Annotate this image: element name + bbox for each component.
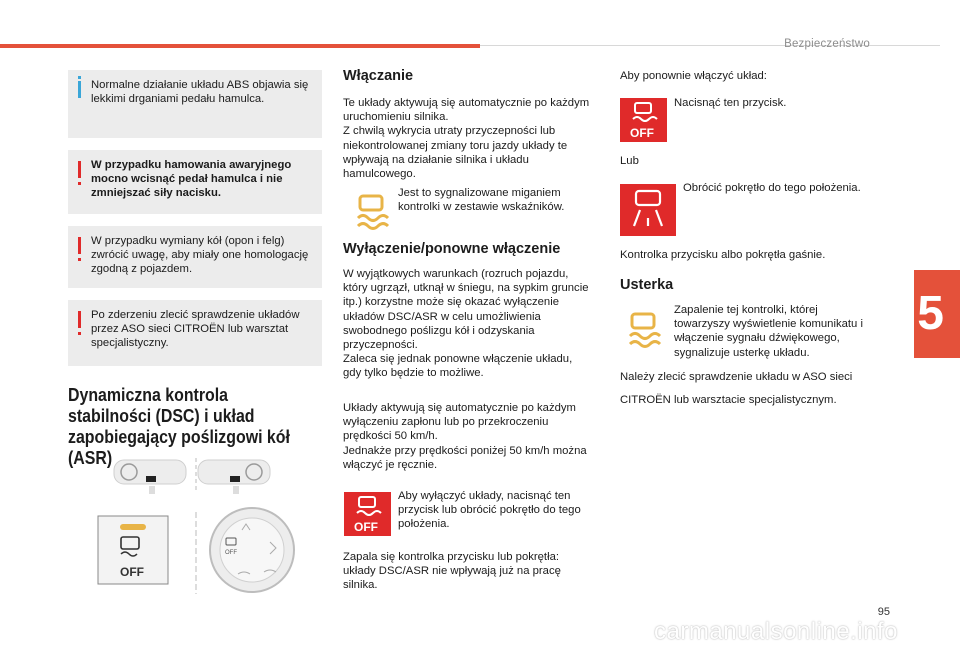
note-text: W przypadku wymiany kół (opon i felg) zwrócić uwagę, aby miały one homologację zgodną z pojazdem.	[91, 235, 309, 275]
fault-lamp-icon	[620, 308, 668, 352]
text-wylaczenie: W wyjątkowych warunkach (rozruch pojazdu, który ugrzązł, utknął w śniegu, na sypkim gruncie itp.) korzystne może się okazać wyłączenie układów DSC/ASR w celu umożliwienia swobodnego poślizgu kół i odzyskania przyczepności. Zaleca się jednak ponowne włączenie układu, gdy tylko będzie to możliwe.	[343, 268, 589, 380]
off-text: OFF	[630, 126, 654, 140]
warning-marker-icon	[78, 161, 81, 178]
warning-marker-icon	[78, 237, 81, 254]
warning-note-wheel-change	[68, 226, 322, 288]
text-or: Lub	[620, 155, 639, 167]
warning-lamp-icon	[348, 190, 396, 234]
warning-note-collision	[68, 300, 322, 366]
text-reenable: Aby ponownie włączyć układ:	[620, 70, 767, 82]
note-text: Normalne działanie układu ABS objawia się lekkimi drganiami pedału hamulca.	[91, 79, 309, 105]
header-divider	[480, 45, 940, 46]
dashboard-figure	[94, 458, 304, 596]
section-title: Bezpieczeństwo	[784, 38, 870, 50]
text-service-2: CITROËN lub warsztacie specjalistycznym.	[620, 394, 837, 406]
text-press-button: Aby wyłączyć układy, nacisnąć ten przycisk lub obrócić pokrętło do tego położenia.	[398, 490, 581, 531]
warning-marker-icon	[78, 311, 81, 328]
off-text: OFF	[354, 520, 378, 534]
button-off-label: OFF	[120, 565, 144, 579]
text-lamp-flash: Jest to sygnalizowane miganiem kontrolki w zestawie wskaźników.	[398, 187, 565, 214]
warning-note-emergency-braking	[68, 150, 322, 214]
text-wlaczanie: Te układy aktywują się automatycznie po każdym uruchomieniu silnika. Z chwilą wykrycia utraty przyczepności lub niekontrolowanej zmiany toru jazdy układy te wpływają na działanie silnika i układu hamulcowego.	[343, 97, 590, 181]
text-lamp-goes-out: Kontrolka przycisku albo pokrętła gaśnie.	[620, 249, 826, 261]
info-note-abs	[68, 70, 322, 138]
text-press-this-button: Nacisnąć ten przycisk.	[674, 97, 787, 109]
dial-position-icon	[620, 184, 676, 236]
text-turn-dial: Obrócić pokrętło do tego położenia.	[683, 182, 861, 194]
note-text: W przypadku hamowania awaryjnego mocno wcisnąć pedał hamulca i nie zmniejszać siły nacisku.	[91, 159, 292, 199]
page-number: 95	[877, 606, 890, 618]
off-button-icon	[344, 492, 391, 536]
dial-off-label: OFF	[225, 550, 237, 556]
chapter-number: 5	[917, 287, 944, 340]
off-button-icon	[620, 98, 667, 142]
text-lamp-lights: Zapala się kontrolka przycisku lub pokrętła: układy DSC/ASR nie wpływają już na pracę silnika.	[343, 551, 561, 592]
header-accent-line	[0, 44, 480, 48]
main-title: Dynamiczna kontrola stabilności (DSC) i układ zapobiegający poślizgowi kół (ASR)	[68, 384, 290, 468]
text-service-1: Należy zlecić sprawdzenie układu w ASO sieci	[620, 371, 853, 383]
heading-usterka: Usterka	[620, 277, 674, 293]
text-auto-activation: Układy aktywują się automatycznie po każdym wyłączeniu zapłonu lub po przekroczeniu prędkości 50 km/h. Jednakże przy prędkości poniżej 50 km/h można włączyć je ręcznie.	[343, 402, 587, 471]
heading-wlaczanie: Włączanie	[343, 68, 414, 84]
note-text: Po zderzeniu zlecić sprawdzenie układów przez ASO sieci CITROËN lub warsztat specjalistyczny.	[91, 309, 300, 349]
info-marker-icon	[78, 81, 81, 98]
watermark: carmanualsonline.info	[654, 618, 898, 645]
text-fault-lamp: Zapalenie tej kontrolki, której towarzyszy wyświetlenie komunikatu i włączenie sygnału dźwiękowego, sygnalizuje usterkę układu.	[674, 304, 863, 359]
dashboard-illustration	[94, 458, 304, 596]
heading-wylaczenie: Wyłączenie/ponowne włączenie	[343, 241, 561, 257]
